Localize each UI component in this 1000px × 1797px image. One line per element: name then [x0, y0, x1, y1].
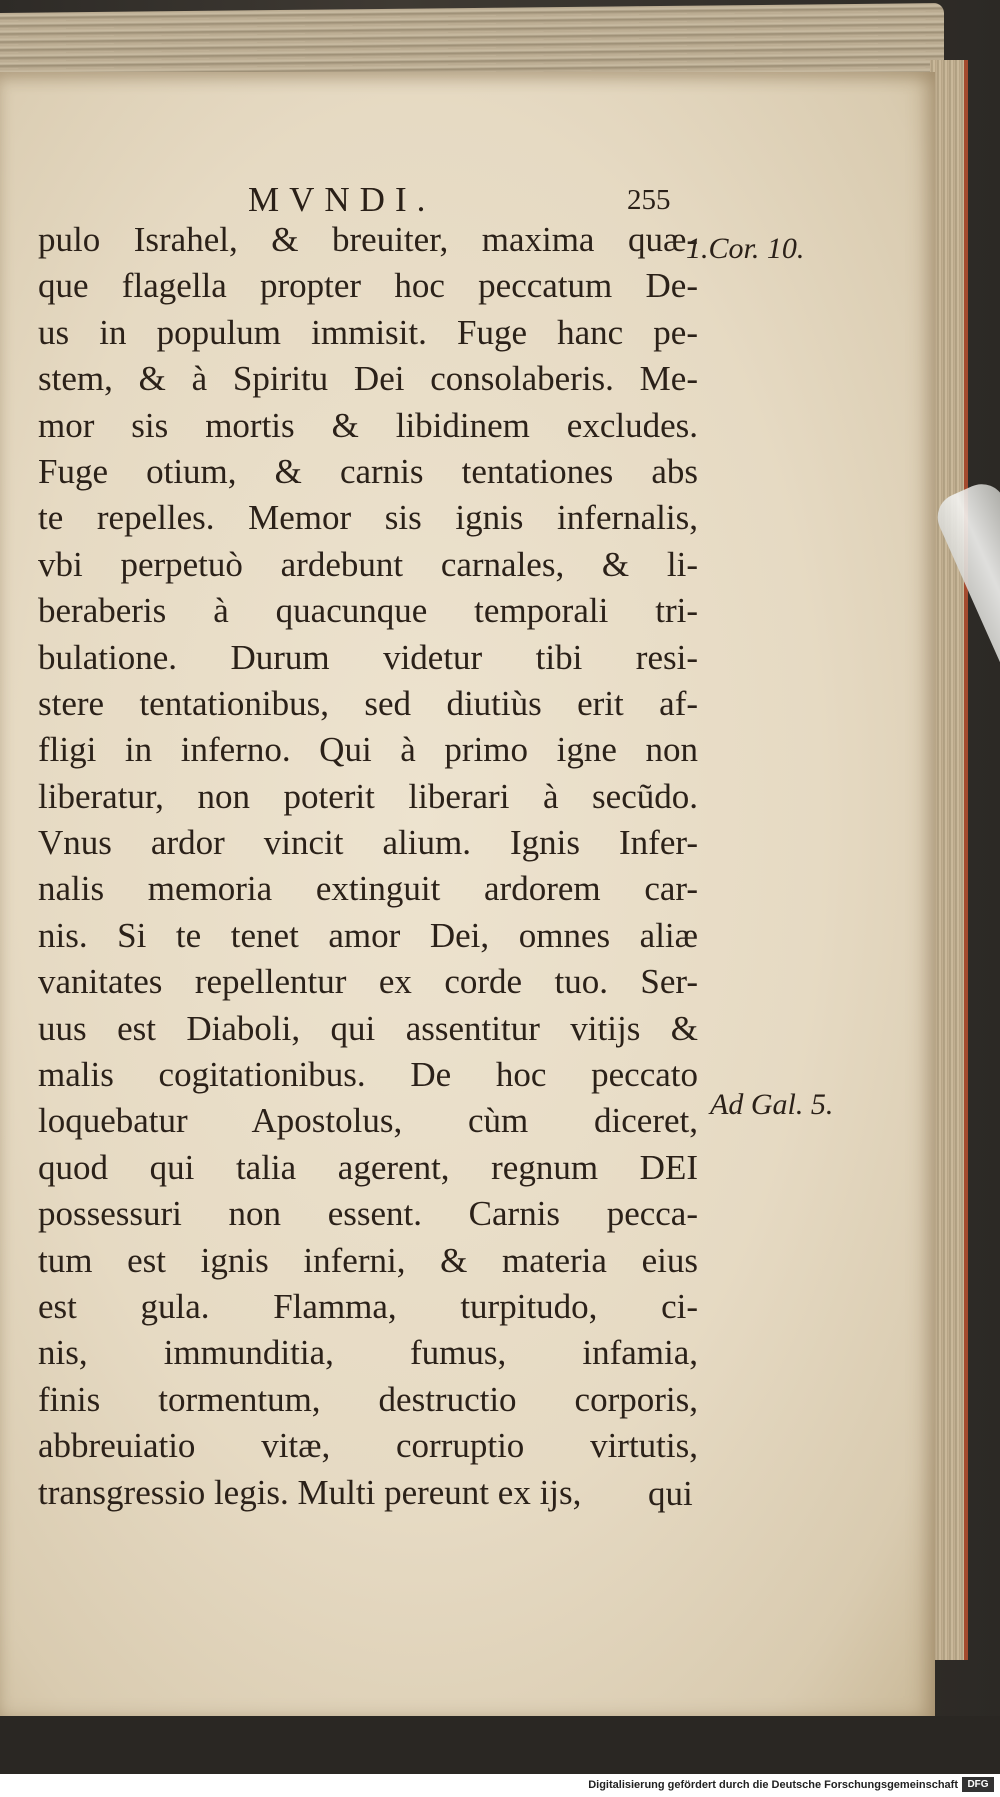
text-line: que flagella propter hoc peccatum De-	[38, 266, 698, 306]
text-line: nalis memoria extinguit ardorem car-	[38, 869, 698, 909]
running-head: MVNDI.	[248, 180, 436, 219]
page-header	[0, 180, 935, 220]
text-line: est gula. Flamma, turpitudo, ci-	[38, 1286, 698, 1326]
text-line: mor sis mortis & libidinem excludes.	[38, 405, 698, 445]
page-number: 255	[627, 184, 671, 216]
page-stack-side	[930, 60, 968, 1660]
text-line: possessuri non essent. Carnis pecca-	[38, 1194, 698, 1234]
text-line: us in populum immisit. Fuge hanc pe-	[38, 312, 698, 352]
text-line: stere tentationibus, sed diutiùs erit af-	[38, 683, 698, 723]
text-line: quod qui talia agerent, regnum DEI	[38, 1147, 698, 1187]
text-line: uus est Diaboli, qui assentitur vitijs &	[38, 1008, 698, 1048]
scan-bottom-edge	[0, 1716, 1000, 1774]
text-line: Fuge otium, & carnis tentationes abs	[38, 451, 698, 491]
text-line: stem, & à Spiritu Dei consolaberis. Me-	[38, 359, 698, 399]
margin-note-citation: 1.Cor. 10.	[686, 232, 805, 265]
text-line: vanitates repellentur ex corde tuo. Ser-	[38, 962, 698, 1002]
text-line: malis cogitationibus. De hoc peccato	[38, 1055, 698, 1095]
text-line: fligi in inferno. Qui à primo igne non	[38, 730, 698, 770]
text-line: te repelles. Memor sis ignis infernalis,	[38, 498, 698, 538]
text-line: nis, immunditia, fumus, infamia,	[38, 1333, 698, 1373]
text-line: liberatur, non poterit liberari à secũdo.	[38, 776, 698, 816]
text-line: transgressio legis. Multi pereunt ex ijs,	[38, 1472, 582, 1512]
text-line: finis tormentum, destructio corporis,	[38, 1379, 698, 1419]
text-line: bulatione. Durum videtur tibi resi-	[38, 637, 698, 677]
text-line: pulo Israhel, & breuiter, maxima quæ-	[38, 220, 698, 259]
text-line: abbreuiatio vitæ, corruptio virtutis,	[38, 1426, 698, 1466]
text-line: beraberis à quacunque temporali tri-	[38, 591, 698, 631]
text-line: vbi perpetuò ardebunt carnales, & li-	[38, 544, 698, 584]
text-line: nis. Si te tenet amor Dei, omnes aliæ	[38, 915, 698, 955]
margin-note-citation: Ad Gal. 5.	[710, 1088, 834, 1121]
text-line: tum est ignis inferni, & materia eius	[38, 1240, 698, 1280]
text-line: loquebatur Apostolus, cùm diceret,	[38, 1101, 698, 1141]
catchword: qui	[648, 1474, 693, 1513]
body-text	[38, 217, 698, 1516]
text-line: Vnus ardor vincit alium. Ignis Infer-	[38, 823, 698, 863]
dfg-logo: DFG	[962, 1777, 994, 1792]
funding-credit: Digitalisierung gefördert durch die Deutsche Forschungsgemeinschaft	[588, 1779, 958, 1791]
